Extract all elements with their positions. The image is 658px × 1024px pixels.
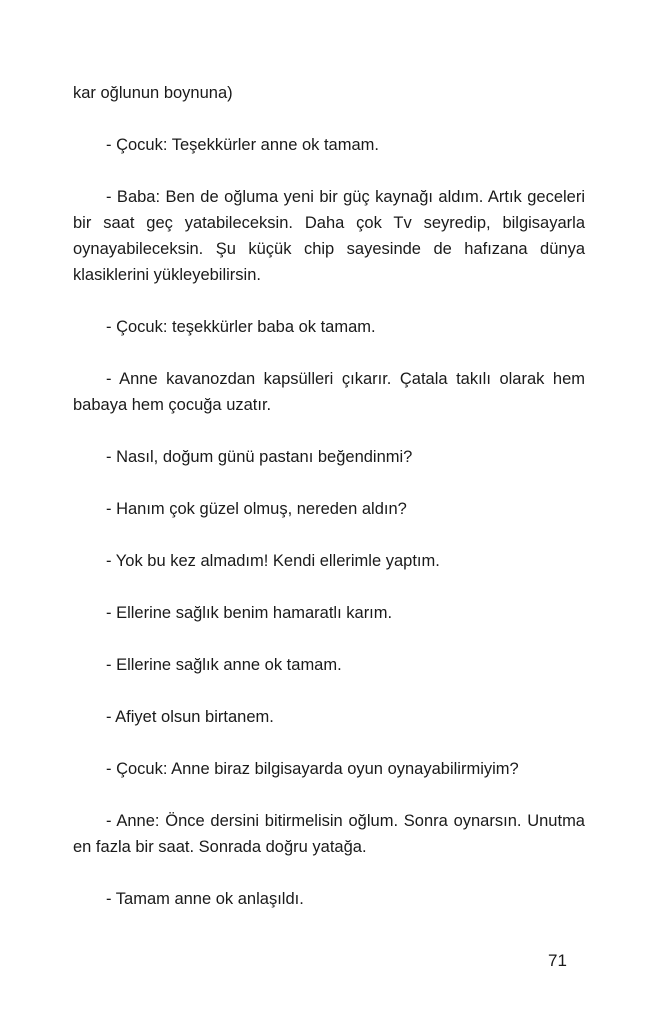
paragraph-11: - Afiyet olsun birtanem.	[106, 708, 274, 726]
paragraph-14: - Tamam anne ok anlaşıldı.	[106, 890, 304, 908]
paragraph-12: - Çocuk: Anne biraz bilgisayarda oyun oynayabilirmiyim?	[106, 760, 519, 778]
paragraph-5: - Anne kavanozdan kapsülleri çıkarır. Çatala takılı olarak hem babaya hem çocuğa uzatır.	[73, 370, 585, 414]
paragraph-7: - Hanım çok güzel olmuş, nereden aldın?	[106, 500, 407, 518]
page-number: 71	[548, 951, 567, 970]
paragraph-3: - Baba: Ben de oğluma yeni bir güç kaynağı aldım. Artık geceleri bir saat geç yatabileceksin. Daha çok Tv seyredip, bilgisayarla oynayabileceksin. Şu küçük chip sayesinde de hafızana dünya klasiklerini yükleyebilirsin.	[73, 188, 585, 284]
paragraph-9: - Ellerine sağlık benim hamaratlı karım.	[106, 604, 393, 622]
paragraph-6: - Nasıl, doğum günü pastanı beğendinmi?	[106, 448, 413, 466]
paragraph-1: kar oğlunun boynuna)	[73, 84, 233, 102]
paragraph-4: - Çocuk: teşekkürler baba ok tamam.	[106, 318, 376, 336]
page-body	[73, 80, 585, 938]
paragraph-2: - Çocuk: Teşekkürler anne ok tamam.	[106, 136, 379, 154]
paragraph-10: - Ellerine sağlık anne ok tamam.	[106, 656, 342, 674]
paragraph-8: - Yok bu kez almadım! Kendi ellerimle yaptım.	[106, 552, 440, 570]
paragraph-13: - Anne: Önce dersini bitirmelisin oğlum. Sonra oynarsın. Unutma en fazla bir saat. Sonrada doğru yatağa.	[73, 812, 585, 856]
